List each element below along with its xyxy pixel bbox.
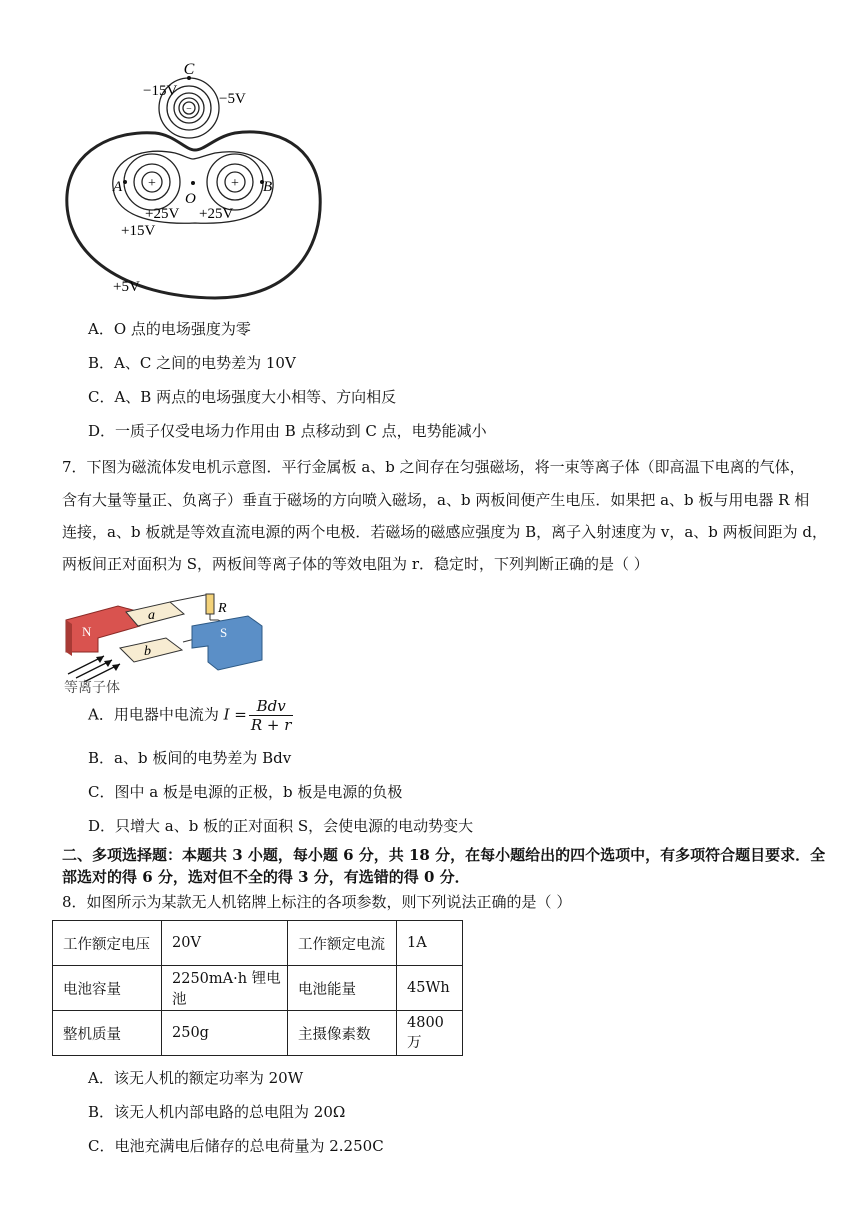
equipotential-15v [113,151,273,223]
table-cell: 20V [162,921,288,966]
equipotential-5v [67,132,320,298]
table-cell: 工作额定电流 [288,921,397,966]
q7-stem-line-3: 连接，a、b 板就是等效直流电源的两个电极．若磁场的磁感应强度为 B，离子入射速度为 v，a、b 两板间距为 d， [62,523,828,541]
table-row [53,1011,463,1056]
table-cell: 2250mA·h 锂电池 [162,966,288,1011]
q7-option-a-prefix: A．用电器中电流为 [88,705,224,724]
q8-option-b: B．该无人机内部电路的总电阻为 20Ω [88,1103,346,1121]
label-minus-5v: −5V [219,91,246,107]
plate-b [120,638,182,662]
spec-table [52,920,463,1056]
label-plus-25v-b: +25V [199,206,234,222]
table-cell: 工作额定电压 [53,921,162,966]
table-cell: 1A [397,921,463,966]
q7-option-c: C．图中 a 板是电源的正极，b 板是电源的负极 [88,783,403,801]
q6-option-a: A．O 点的电场强度为零 [88,320,251,338]
plate-a-label: a [148,608,155,623]
resistor-r [206,594,214,614]
plate-b-label: b [144,644,151,659]
q7-option-b: B．a、b 板间的电势差为 Bdv [88,749,292,767]
q8-option-c: C．电池充满电后储存的总电荷量为 2.250C [88,1137,384,1155]
table-cell: 整机质量 [53,1011,162,1056]
label-a: A [113,179,123,195]
table-cell: 电池能量 [288,966,397,1011]
q7-option-a-numerator: Bdv [249,697,294,716]
table-cell: 250g [162,1011,288,1056]
label-minus-15v: −15V [143,83,178,99]
charge-c-minus: − [186,104,192,115]
section2-line-2: 部选对的得 6 分，选对但不全的得 3 分，有选错的得 0 分． [62,868,470,886]
table-cell: 45Wh [397,966,463,1011]
label-o: O [185,191,196,207]
label-plus-15v: +15V [121,223,156,239]
label-c: C [183,61,195,78]
charge-b-plus: + [231,176,239,191]
q7-option-d: D．只增大 a、b 板的正对面积 S，会使电源的电动势变大 [88,817,474,835]
table-cell: 主摄像素数 [288,1011,397,1056]
q6-option-b: B．A、C 之间的电势差为 10V [88,354,296,372]
q7-option-a-denominator: R + r [250,716,292,734]
q7-option-a [88,697,293,734]
q6-option-d: D．一质子仅受电场力作用由 B 点移动到 C 点，电势能减小 [88,422,487,440]
q7-stem-line-4: 两板间正对面积为 S，两板间等离子体的等效电阻为 r．稳定时，下列判断正确的是（ ） [62,555,649,573]
label-plus-5v: +5V [113,279,140,295]
q7-stem-line-2: 含有大量等量正、负离子）垂直于磁场的方向喷入磁场，a、b 两板间便产生电压．如果把 a、b 板与用电器 R 相 [62,491,810,509]
plate-a [126,602,184,626]
table-row [53,966,463,1011]
label-b: B [263,179,273,195]
section2-line-1: 二、多项选择题：本题共 3 小题，每小题 6 分，共 18 分，在每小题给出的四个选项中，有多项符合题目要求．全 [62,846,826,864]
mhd-generator-figure [58,590,268,695]
plasma-caption: 等离子体 [64,681,120,695]
q7-option-a-fraction [249,697,294,734]
equipotential-figure [55,55,345,305]
q8-option-a: A．该无人机的额定功率为 20W [88,1069,304,1087]
table-cell: 电池容量 [53,966,162,1011]
q6-option-c: C．A、B 两点的电场强度大小相等、方向相反 [88,388,397,406]
table-cell: 4800 万 [397,1011,463,1056]
q7-option-a-lhs: I = [223,705,247,724]
charge-a-plus: + [148,176,156,191]
magnet-s-label: S [220,625,228,640]
table-row [53,921,463,966]
q8-stem: 8．如图所示为某款无人机铭牌上标注的各项参数，则下列说法正确的是（ ） [62,893,572,911]
label-plus-25v-a: +25V [145,206,180,222]
q7-stem-line-1: 7．下图为磁流体发电机示意图．平行金属板 a、b 之间存在匀强磁场，将一束等离子体（即高温下电离的气体， [62,458,805,476]
resistor-r-label: R [218,601,227,616]
magnet-n-label: N [82,624,92,639]
